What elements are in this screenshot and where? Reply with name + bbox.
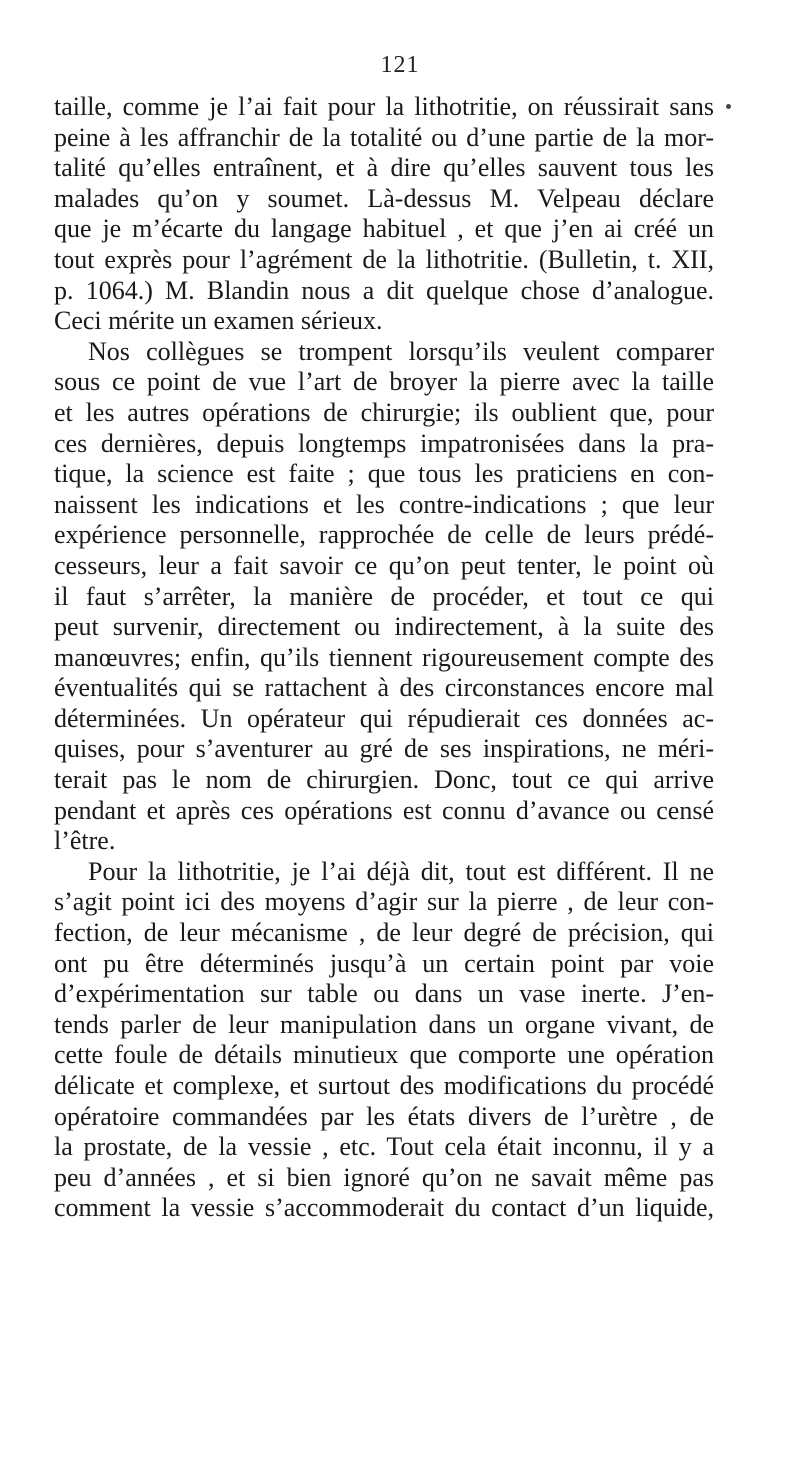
text-line: d’expérimentation sur table ou dans un vase inerte. J’en- — [54, 979, 714, 1009]
text-line: talité qu’elles entraînent, et à dire qu’elles sauvent tous les — [54, 153, 714, 183]
margin-mark — [726, 104, 731, 109]
text-line: p. 1064.) M. Blandin nous a dit quelque chose d’analogue. — [54, 275, 714, 305]
text-line: ont pu être déterminés jusqu’à un certain point par voie — [54, 948, 714, 978]
text-line: quises, pour s’aventurer au gré de ses inspirations, ne méri- — [54, 734, 714, 764]
text-line: Nos collègues se trompent lorsqu’ils veulent comparer — [88, 336, 714, 366]
text-line: s’agit point ici des moyens d’agir sur la pierre , de leur con- — [54, 887, 714, 917]
text-line: peu d’années , et si bien ignoré qu’on ne savait même pas — [54, 1162, 714, 1192]
text-line: tique, la science est faite ; que tous les praticiens en con- — [54, 459, 714, 489]
text-line: taille, comme je l’ai fait pour la lithotritie, on réussirait sans — [54, 92, 714, 121]
text-line: l’être. — [54, 826, 116, 856]
text-line: Ceci mérite un examen sérieux. — [54, 306, 383, 336]
text-line: et les autres opérations de chirurgie; ils oublient que, pour — [54, 397, 714, 427]
page-number: 121 — [380, 52, 420, 78]
body-text — [54, 92, 714, 1224]
text-line: sous ce point de vue l’art de broyer la pierre avec la taille — [54, 367, 714, 397]
text-line: la prostate, de la vessie , etc. Tout cela était inconnu, il y a — [54, 1132, 714, 1162]
text-line: pendant et après ces opérations est connu d’avance ou censé — [54, 795, 714, 825]
text-line: il faut s’arrêter, la manière de procéder, et tout ce qui — [54, 581, 714, 611]
text-line: cette foule de détails minutieux que comporte une opération — [54, 1040, 714, 1070]
text-line: ces dernières, depuis longtemps impatronisées dans la pra- — [54, 428, 714, 458]
text-line: cesseurs, leur a fait savoir ce qu’on peut tenter, le point où — [54, 550, 714, 580]
text-line: naissent les indications et les contre-indications ; que leur — [54, 489, 714, 519]
text-line: fection, de leur mécanisme , de leur degré de précision, qui — [54, 918, 714, 948]
text-line: expérience personnelle, rapprochée de celle de leurs prédé- — [54, 520, 714, 550]
text-line: manœuvres; enfin, qu’ils tiennent rigoureusement compte des — [54, 642, 714, 672]
text-line: que je m’écarte du langage habituel , et que j’en ai créé un — [54, 214, 714, 244]
text-line: éventualités qui se rattachent à des circonstances encore mal — [54, 673, 714, 703]
text-line: déterminées. Un opérateur qui répudierait ces données ac- — [54, 703, 714, 733]
text-line: peine à les affranchir de la totalité ou d’une partie de la mor- — [54, 122, 714, 152]
text-line: peut survenir, directement ou indirectement, à la suite des — [54, 612, 714, 642]
text-line: comment la vessie s’accommoderait du contact d’un liquide, — [54, 1193, 714, 1223]
text-line: tends parler de leur manipulation dans un organe vivant, de — [54, 1009, 714, 1039]
text-line: malades qu’on y soumet. Là-dessus M. Velpeau déclare — [54, 183, 714, 213]
text-line: délicate et complexe, et surtout des modifications du procédé — [54, 1071, 714, 1100]
text-line: terait pas le nom de chirurgien. Donc, tout ce qui arrive — [54, 765, 714, 795]
text-line: opératoire commandées par les états divers de l’urètre , de — [54, 1101, 714, 1131]
text-line: tout exprès pour l’agrément de la lithotritie. (Bulletin, t. XII, — [54, 244, 714, 274]
text-line: Pour la lithotritie, je l’ai déjà dit, tout est différent. Il ne — [88, 856, 714, 886]
